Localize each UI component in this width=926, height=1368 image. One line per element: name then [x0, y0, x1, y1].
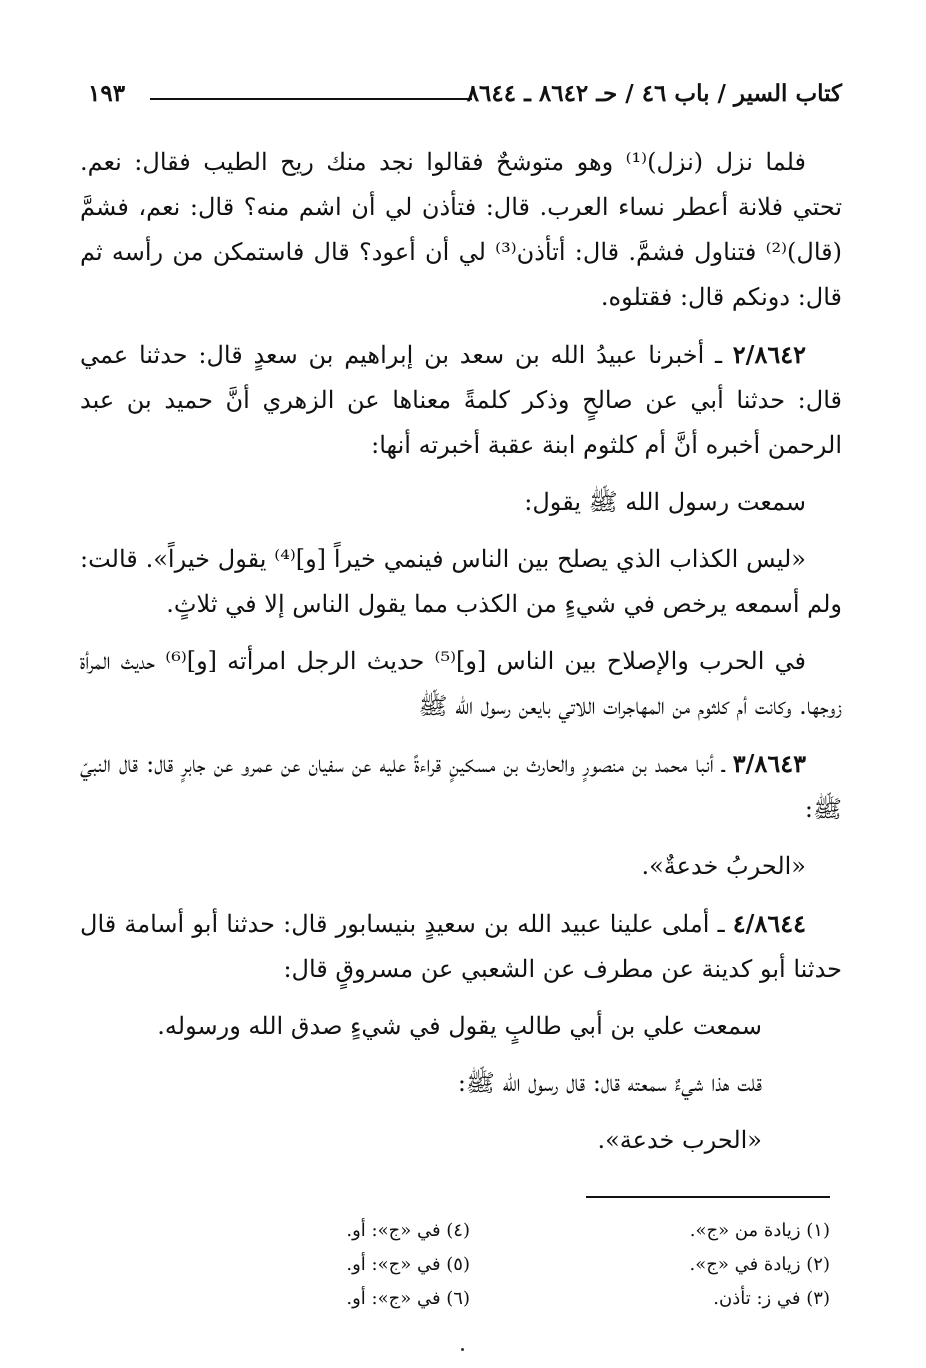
- paragraph-4: «ليس الكذاب الذي يصلح بين الناس فينمي خيراً [و]⁽⁴⁾ يقول خيراً». قالت: ولم أسمعه يرخص في شيءٍ من الكذب مما يقول الناس إلا في ثلاثٍ.: [80, 545, 842, 618]
- print-dot: [461, 1348, 464, 1351]
- hadith-8644-text: ـ أملى علينا عبيد الله بن سعيدٍ بنيسابور قال: حدثنا أبو أسامة قال حدثنا أبو كدينة عن مطرف عن الشعبي عن مسروقٍ قال:: [80, 910, 842, 983]
- paragraph-9: سمعت علي بن أبي طالبٍ يقول في شيءٍ صدق الله ورسوله.: [157, 1012, 762, 1040]
- footnote-2: (٢) زيادة في «ج».: [689, 1254, 830, 1275]
- footnote-rule: [586, 1196, 830, 1198]
- page-number: ١٩٣: [88, 80, 126, 107]
- header-title: كتاب السير / باب ٤٦ / حـ ٨٦٤٢ ـ ٨٦٤٤: [466, 80, 842, 107]
- hadith-8644: [80, 901, 842, 992]
- footnotes-column-right: [630, 1214, 830, 1316]
- paragraph-1: فلما نزل (نزل)⁽¹⁾ وهو متوشحٌ فقالوا نجد منك ريح الطيب فقال: نعم. تحتي فلانة أعطر نساء العرب. قال: فتأذن لي أن اشم منه؟ قال: نعم، فشمَّ (قال)⁽²⁾ فتناول فشمَّ. قال: أتأذن⁽³⁾ لي أن أعود؟ قال فاستمكن من رأسه ثم قال: دونكم قال: فقتلوه.: [80, 148, 842, 311]
- hadith-8642-text: ـ أخبرنا عبيدُ الله بن سعد بن إبراهيم بن سعدٍ قال: حدثنا عمي قال: حدثنا أبي عن صالحٍ وذكر كلمةً معناها عن الزهري أنَّ حميد بن عبد الرحمن أخبره أنَّ أم كلثوم ابنة عقبة أخبرته أنها:: [80, 341, 842, 459]
- paragraph-3: سمعت رسول الله ﷺ يقول:: [524, 488, 806, 516]
- paragraph-5: في الحرب والإصلاح بين الناس [و]⁽⁵⁾ حديث الرجل امرأته [و]⁽⁶⁾ حديث المرأة زوجها. وكانت أم كلثوم من المهاجرات اللاتي بايعن رسول الله ﷺ: [80, 647, 842, 720]
- hadith-number-8642: ٢/٨٦٤٢: [732, 340, 806, 369]
- hadith-8643-text: ـ أنبا محمد بن منصورٍ والحارث بن مسكينٍ قراءةً عليه عن سفيان عن عمرو عن جابرٍ قال: قال النبيّ ﷺ:: [80, 750, 842, 823]
- footnotes-column-left: [270, 1214, 470, 1316]
- running-header: [88, 76, 842, 116]
- footnote-3: (٣) في ز: تأذن.: [713, 1288, 830, 1309]
- header-rule: [150, 98, 472, 100]
- paragraph-10: قلت هذا شيءٌ سمعته قال: قال رسول الله ﷺ:: [457, 1069, 762, 1097]
- hadith-number-8643: ٣/٨٦٤٣: [732, 749, 806, 778]
- main-text: [80, 140, 842, 1175]
- footnote-6: (٦) في «ج»: أو.: [346, 1288, 470, 1309]
- paragraph-7: «الحربُ خدعةٌ».: [641, 852, 806, 880]
- footnote-5: (٥) في «ج»: أو.: [346, 1254, 470, 1275]
- footnote-1: (١) زيادة من «ج».: [689, 1220, 830, 1241]
- hadith-8642: [80, 332, 842, 468]
- hadith-number-8644: ٤/٨٦٤٤: [732, 909, 806, 938]
- hadith-8643: [80, 741, 842, 832]
- paragraph-11: «الحرب خدعة».: [597, 1126, 762, 1154]
- footnote-4: (٤) في «ج»: أو.: [346, 1220, 470, 1241]
